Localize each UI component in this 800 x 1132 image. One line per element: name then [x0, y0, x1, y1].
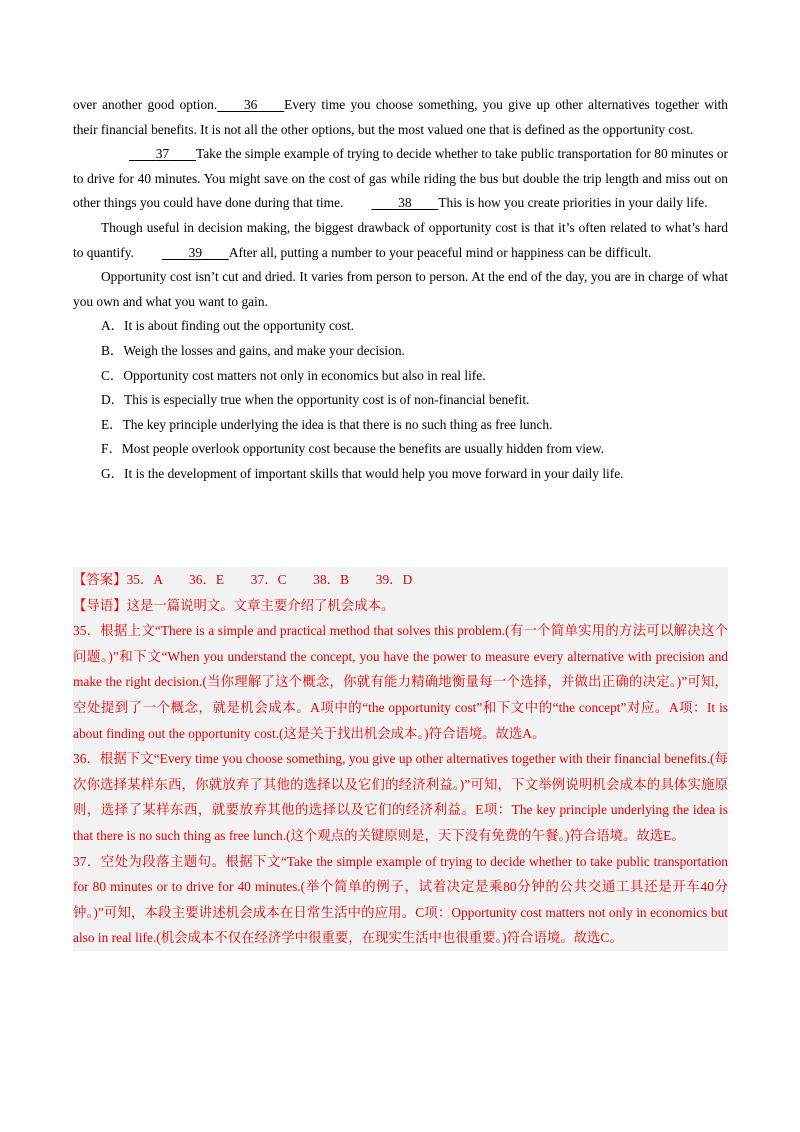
options-list — [73, 314, 728, 486]
blank-38: 38 — [398, 195, 412, 211]
option-f: F．Most people overlook opportunity cost because the benefits are usually hidden from view. — [101, 441, 605, 457]
option-d: D．This is especially true when the opportunity cost is of non-financial benefit. — [101, 392, 530, 408]
answer-line — [73, 567, 728, 593]
option-e: E．The key principle underlying the idea is that there is no such thing as free lunch. — [101, 416, 553, 432]
passage — [73, 93, 728, 487]
guide-line — [73, 593, 728, 619]
answer-section — [73, 567, 728, 951]
option-c: C．Opportunity cost matters not only in economics but also in real life. — [101, 367, 486, 383]
guide-text: 这是一篇说明文。文章主要介绍了机会成本。 — [126, 597, 395, 613]
paragraph-1: over another good option. 36 Every time you choose something, you give up other alternatives together with their financial benefits. It is not all the other options, but the most valued one that is defined as the opportunity cost. — [73, 93, 728, 142]
answer-label: 【答案】 — [73, 572, 127, 587]
option-b: B．Weigh the losses and gains, and make your decision. — [101, 342, 405, 358]
paragraph-4: Opportunity cost isn’t cut and dried. It varies from person to person. At the end of the day, you are in charge of what you own and what you want to gain. — [73, 269, 728, 309]
blank-39: 39 — [188, 244, 203, 260]
option-a: A．It is about finding out the opportunity cost. — [101, 318, 354, 334]
blank-36: 36 — [243, 97, 258, 112]
explanation-36: 36．根据下文“Every time you choose something, you give up other alternatives together with their financial benefits.(每次你选择某样东西，你就放弃了其他的选择以及它们的经济利益。)”可知，下文举例说明机会成本的具体实施原则，选择了某样东西，就要放弃其他的选择以及它们的经济利益。E项：The key principle underlying the idea is that there is no such thing as free lunch.(这个观点的关键原则是，天下没有免费的午餐。)符合语境。故选E。 — [73, 751, 728, 843]
option-g: G．It is the development of important skills that would help you move forward in your daily life. — [101, 465, 624, 481]
answer-key: 35．A 36．E 37．C 38．B 39．D — [126, 572, 413, 587]
guide-label: 【导语】 — [73, 597, 127, 613]
explanation-37: 37．空处为段落主题句。根据下文“Take the simple example of trying to decide whether to take public transportation for 80 minutes or to drive for 40 minutes.(举个简单的例子，试着决定是乘80分钟的公共交通工具还是开车40分钟。)”可知，本段主要讲述机会成本在日常生活中的应用。C项：Opportunity cost matters not only in economics but also in real life.(机会成本不仅在经济学中很重要，在现实生活中也很重要。)符合语境。故选C。 — [73, 853, 728, 946]
paragraph-2: 37 Take the simple example of trying to decide whether to take public transportation for 80 minutes or to drive for 40 minutes. You might save on the cost of gas while riding the bus but double the trip length and miss out on other things you could have done during that time. 38 This is how you create priorities in your daily life. — [73, 142, 728, 216]
blank-37: 37 — [155, 146, 170, 162]
paragraph-3: Though useful in decision making, the biggest drawback of opportunity cost is that it’s often related to what’s hard to quantify. 39 After all, putting a number to your peaceful mind or happiness can be difficult. — [73, 216, 728, 265]
explanation-35: 35．根据上文“There is a simple and practical method that solves this problem.(有一个简单实用的方法可以解决这个问题。)”和下文“When you understand the concept, you have the power to measure every alternative with precision and make the right decision.(当你理解了这个概念，你就有能力精确地衡量每一个选择，并做出正确的决定。)”可知，空处提到了一个概念，就是机会成本。A项中的“the opportunity cost”和下文中的“the concept”对应。A项：It is about finding out the opportunity cost.(这是关于找出机会成本。)符合语境。故选A。 — [73, 623, 728, 741]
